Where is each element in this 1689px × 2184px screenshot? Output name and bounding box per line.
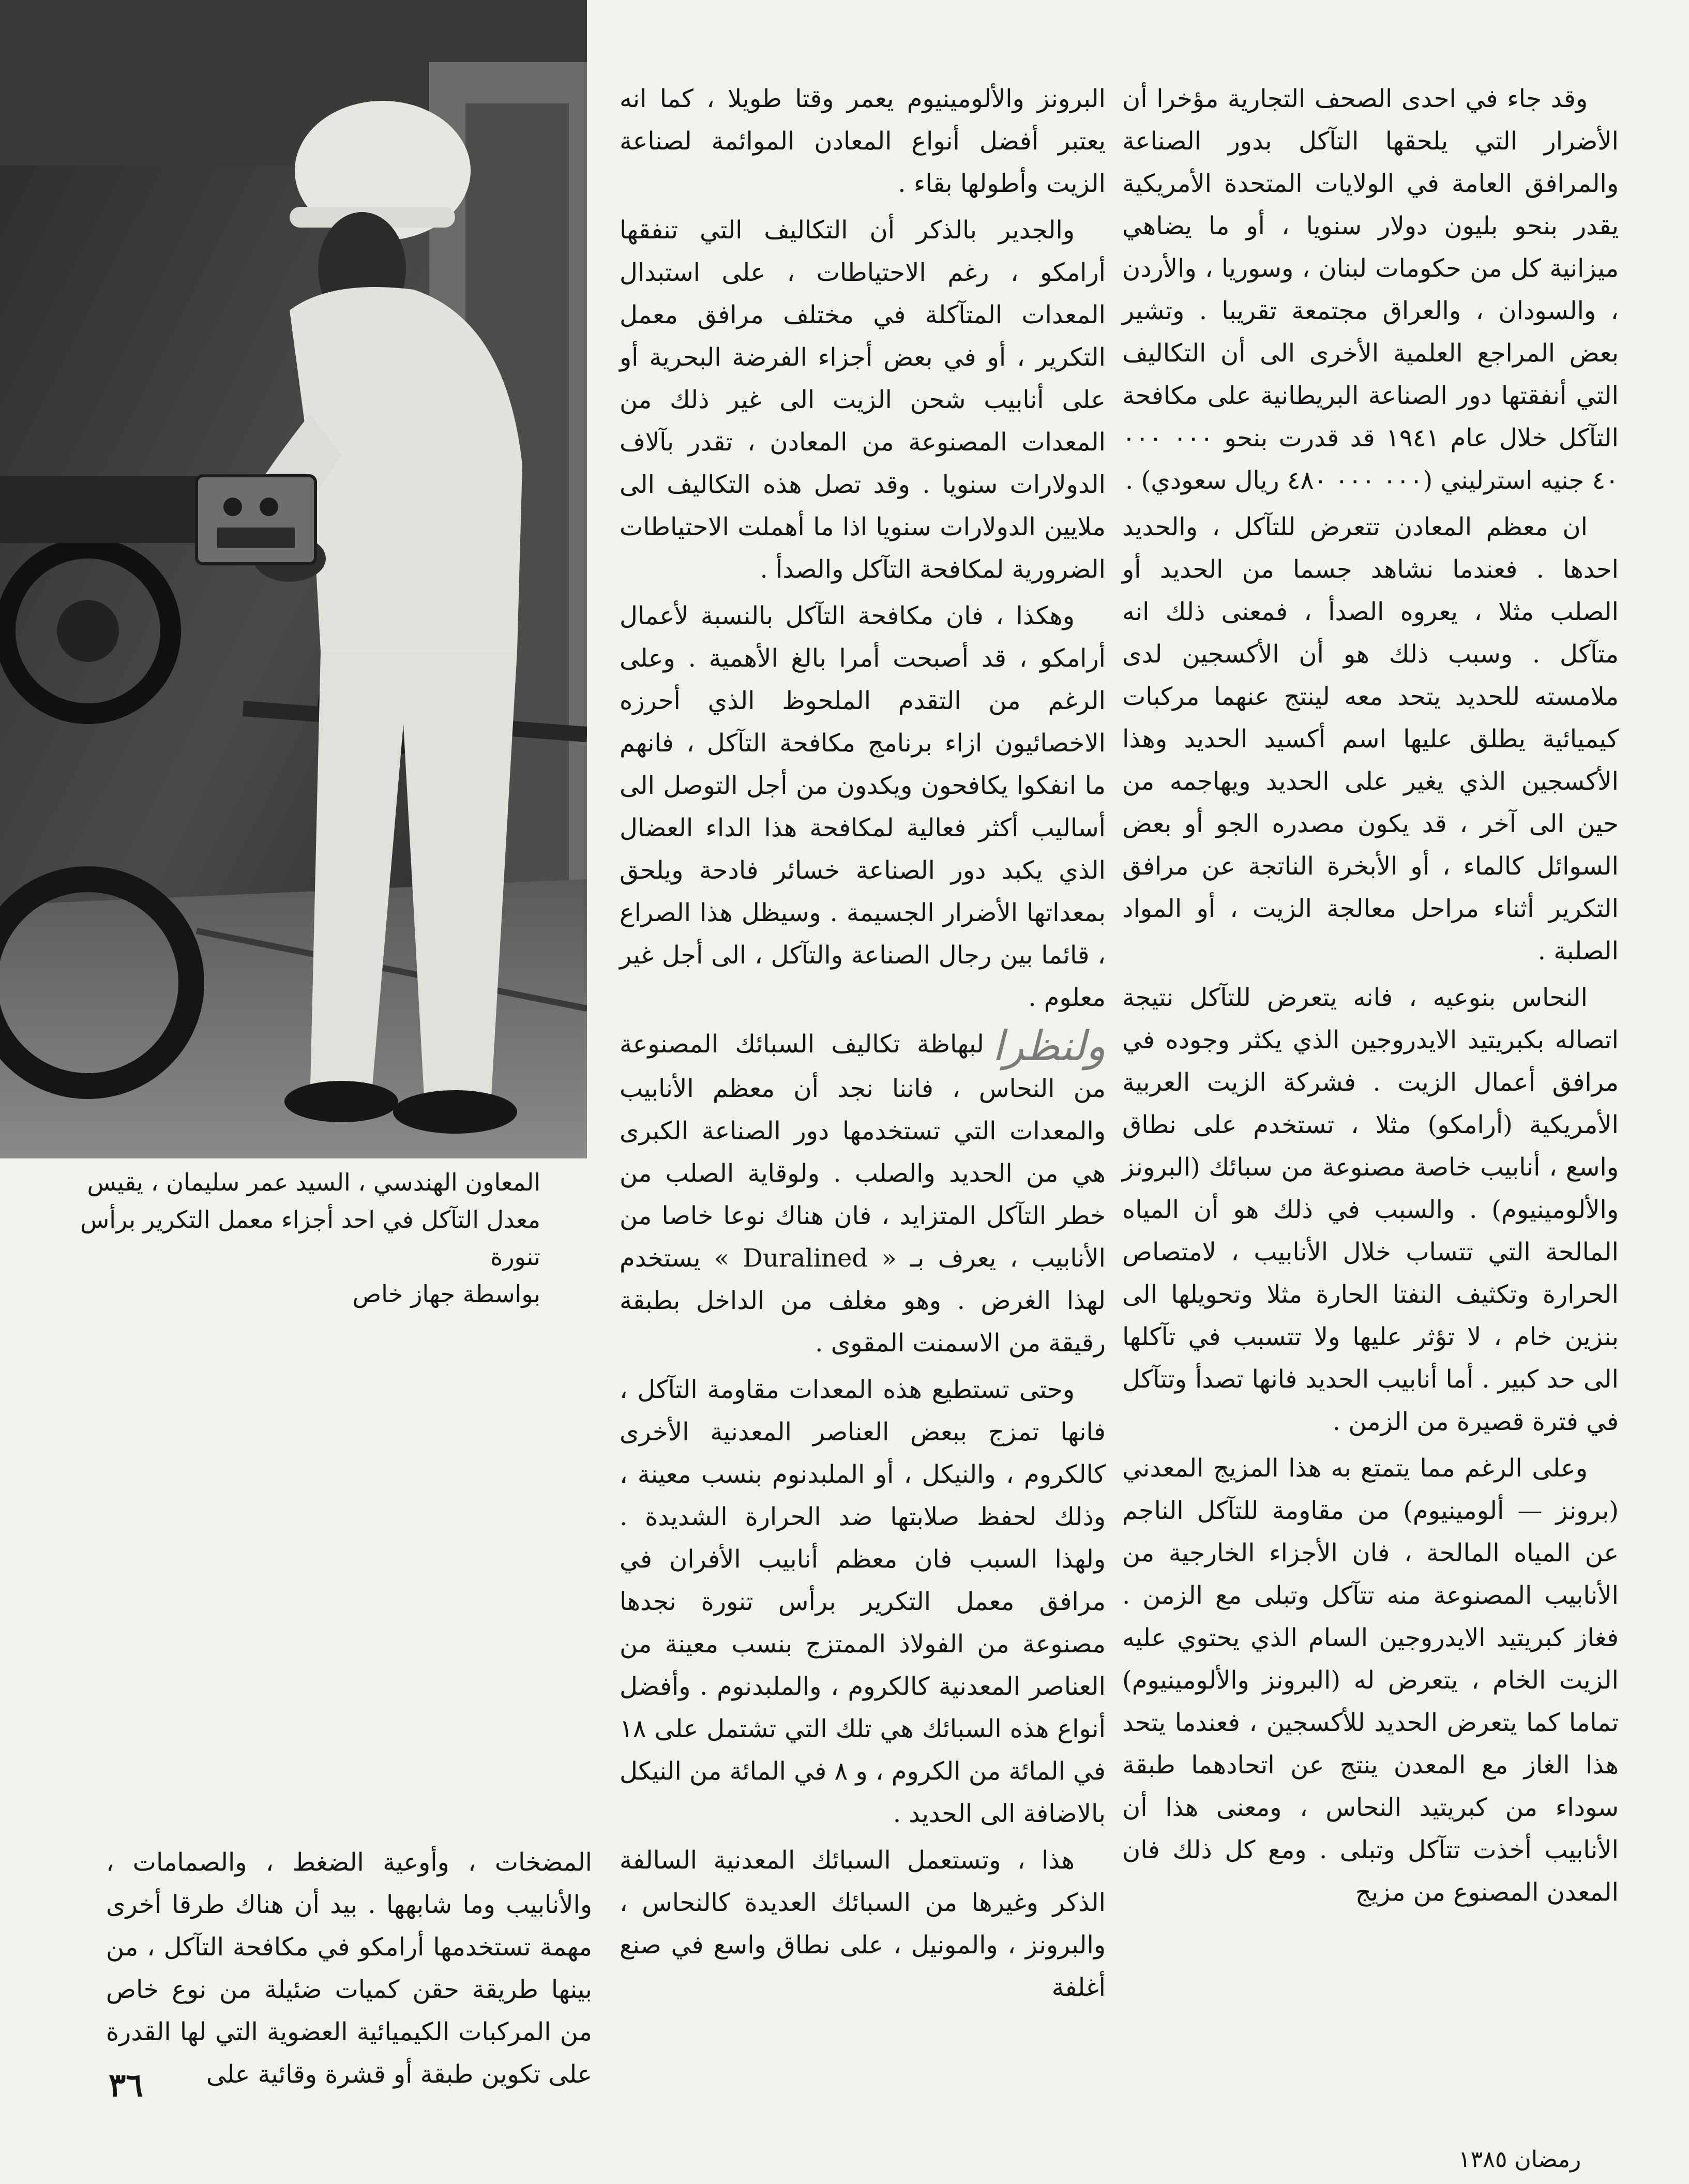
photo-worker-measuring-corrosion [0,0,587,1158]
paragraph: والجدير بالذكر أن التكاليف التي تنفقها أرامكو ، رغم الاحتياطات ، على استبدال المعدات المتآكلة في مختلف مرافق معمل التكرير ، أو في بعض أجزاء الفرضة البحرية أو على أنابيب شحن الزيت الى غير ذلك من المعدات المصنوعة من المعادن ، تقدر بآلاف الدولارات سنويا . وقد تصل هذه التكاليف الى ملايين الدولارات سنويا اذا ما أهملت الاحتياطات الضرورية لمكافحة التآكل والصدأ . [620,216,1106,584]
issue-label: رمضان ١٣٨٥ [1458,2146,1581,2173]
paragraph: هذا ، وتستعمل السبائك المعدنية السالفة الذكر وغيرها من السبائك العديدة كالنحاس ، والبرونز ، والمونيل ، على نطاق واسع في صنع أغلفة [620,1845,1106,2002]
section-heading-word: ولنظرا [992,1021,1106,1070]
page-number: ٣٦ [109,2066,143,2104]
article-column-right [1122,78,1619,1918]
paragraph-with-heading [620,1023,1106,1364]
paragraph: النحاس بنوعيه ، فانه يتعرض للتآكل نتيجة اتصاله بكبريتيد الايدروجين الذي يكثر وجوده في مرافق أعمال الزيت . فشركة الزيت العربية الأمريكية (أرامكو) مثلا ، تستخدم على نطاق واسع ، أنابيب خاصة مصنوعة من سبائك (البرونز والألومينيوم) . والسبب في ذلك هو أن المياه المالحة التي تتساب خلال الأنابيب ، لامتصاص الحرارة وتكثيف النفتا الحارة مثلا وتحويلها الى بنزين خام ، لا تؤثر عليها ولا تتسبب في تآكلها الى حد كبير . أما أنابيب الحديد فانها تصدأ وتتآكل في فترة قصيرة من الزمن . [1122,983,1619,1436]
paragraph-text: لبهاظة تكاليف السبائك المصنوعة من النحاس ، فاننا نجد أن معظم الأنابيب والمعدات التي تستخدمها دور الصناعة الكبرى هي من الحديد والصلب . ولوقاية الصلب من خطر التآكل المتزايد ، فان هناك نوعا خاصا من الأنابيب ، يعرف بـ « Duralined » يستخدم لهذا الغرض . وهو مغلف من الداخل بطبقة رقيقة من الاسمنت المقوى . [620,1030,1106,1358]
paragraph: وقد جاء في احدى الصحف التجارية مؤخرا أن الأضرار التي يلحقها التآكل بدور الصناعة والمرافق العامة في الولايات المتحدة الأمريكية يقدر بنحو بليون دولار سنويا ، أو ما يضاهي ميزانية كل من حكومات لبنان ، وسوريا ، والأردن ، والسودان ، والعراق مجتمعة تقريبا . وتشير بعض المراجع العلمية الأخرى الى أن التكاليف التي أنفقتها دور الصناعة البريطانية على مكافحة التآكل خلال عام ١٩٤١ قد قدرت بنحو ٠٠٠ ٠٠٠ ٤٠ جنيه استرليني (٠٠٠ ٠٠٠ ٤٨٠ ريال سعودي) . [1122,84,1619,495]
paragraph: المضخات ، وأوعية الضغط ، والصمامات ، والأنابيب وما شابهها . بيد أن هناك طرقا أخرى مهمة تستخدمها أرامكو في مكافحة التآكل ، من بينها طريقة حقن كميات ضئيلة من نوع خاص من المركبات الكيميائية العضوية التي لها القدرة على تكوين طبقة أو قشرة وقائية على [106,1848,592,2089]
article-column-middle [620,78,1106,2013]
paragraph: وحتى تستطيع هذه المعدات مقاومة التآكل ، فانها تمزج ببعض العناصر المعدنية الأخرى كالكروم ، والنيكل ، أو الملبدنوم بنسب معينة ، وذلك لحفظ صلابتها ضد الحرارة الشديدة . ولهذا السبب فان معظم أنابيب الأفران في مرافق معمل التكرير برأس تنورة نجدها مصنوعة من الفولاذ الممتزج بنسب معينة من العناصر المعدنية كالكروم ، والملبدنوم . وأفضل أنواع هذه السبائك هي تلك التي تشتمل على ١٨ في المائة من الكروم ، و ٨ في المائة من النيكل بالاضافة الى الحديد . [620,1375,1106,1828]
paragraph: ان معظم المعادن تتعرض للتآكل ، والحديد احدها . فعندما نشاهد جسما من الحديد أو الصلب مثلا ، يعروه الصدأ ، فمعنى ذلك انه متآكل . وسبب ذلك هو أن الأكسجين لدى ملامسته للحديد يتحد معه لينتج عنهما مركبات كيميائية يطلق عليها اسم أكسيد الحديد وهذا الأكسجين الذي يغير على الحديد ويهاجمه من حين الى آخر ، قد يكون مصدره الجو أو بعض السوائل كالماء ، أو الأبخرة الناتجة عن مرافق التكرير أثناء مراحل معالجة الزيت ، أو المواد الصلبة . [1122,513,1619,966]
paragraph: وهكذا ، فان مكافحة التآكل بالنسبة لأعمال أرامكو ، قد أصبحت أمرا بالغ الأهمية . وعلى الرغم من التقدم الملحوظ الذي أحرزه الاخصائيون ازاء برنامج مكافحة التآكل ، فانهم ما انفكوا يكافحون ويكدون من أجل التوصل الى أساليب أكثر فعالية لمكافحة هذا الداء العضال الذي يكبد دور الصناعة خسائر فادحة ويلحق بمعداتها الأضرار الجسيمة . وسيظل هذا الصراع ، قائما بين رجال الصناعة والتآكل ، الى أجل غير معلوم . [620,601,1106,1012]
article-column-left [106,1841,592,2100]
caption-line: المعاون الهندسي ، السيد عمر سليمان ، يقيس [87,1168,540,1196]
caption-line: معدل التآكل في احد أجزاء معمل التكرير برأس تنورة [80,1206,540,1271]
article-photo [0,0,587,1158]
caption-line: بواسطة جهاز خاص [352,1280,540,1308]
paragraph: وعلى الرغم مما يتمتع به هذا المزيج المعدني (برونز — ألومينيوم) من مقاومة للتآكل الناجم عن المياه المالحة ، فان الأجزاء الخارجية من الأنابيب المصنوعة منه تتآكل وتبلى مع الزمن . فغاز كبريتيد الايدروجين السام الذي يحتوي عليه الزيت الخام ، يتعرض له (البرونز والألومينيوم) تماما كما يتعرض الحديد للأكسجين ، فعندما يتحد هذا الغاز مع المعدن ينتج عن اتحادهما طبقة سوداء من كبريتيد النحاس ، ومعنى هذا أن الأنابيب أخذت تتآكل وتبلى . ومع كل ذلك فان المعدن المصنوع من مزيج [1122,1454,1619,1907]
photo-caption [72,1164,540,1313]
paragraph: البرونز والألومينيوم يعمر وقتا طويلا ، كما انه يعتبر أفضل أنواع المعادن الموائمة لصناعة الزيت وأطولها بقاء . [620,84,1106,198]
